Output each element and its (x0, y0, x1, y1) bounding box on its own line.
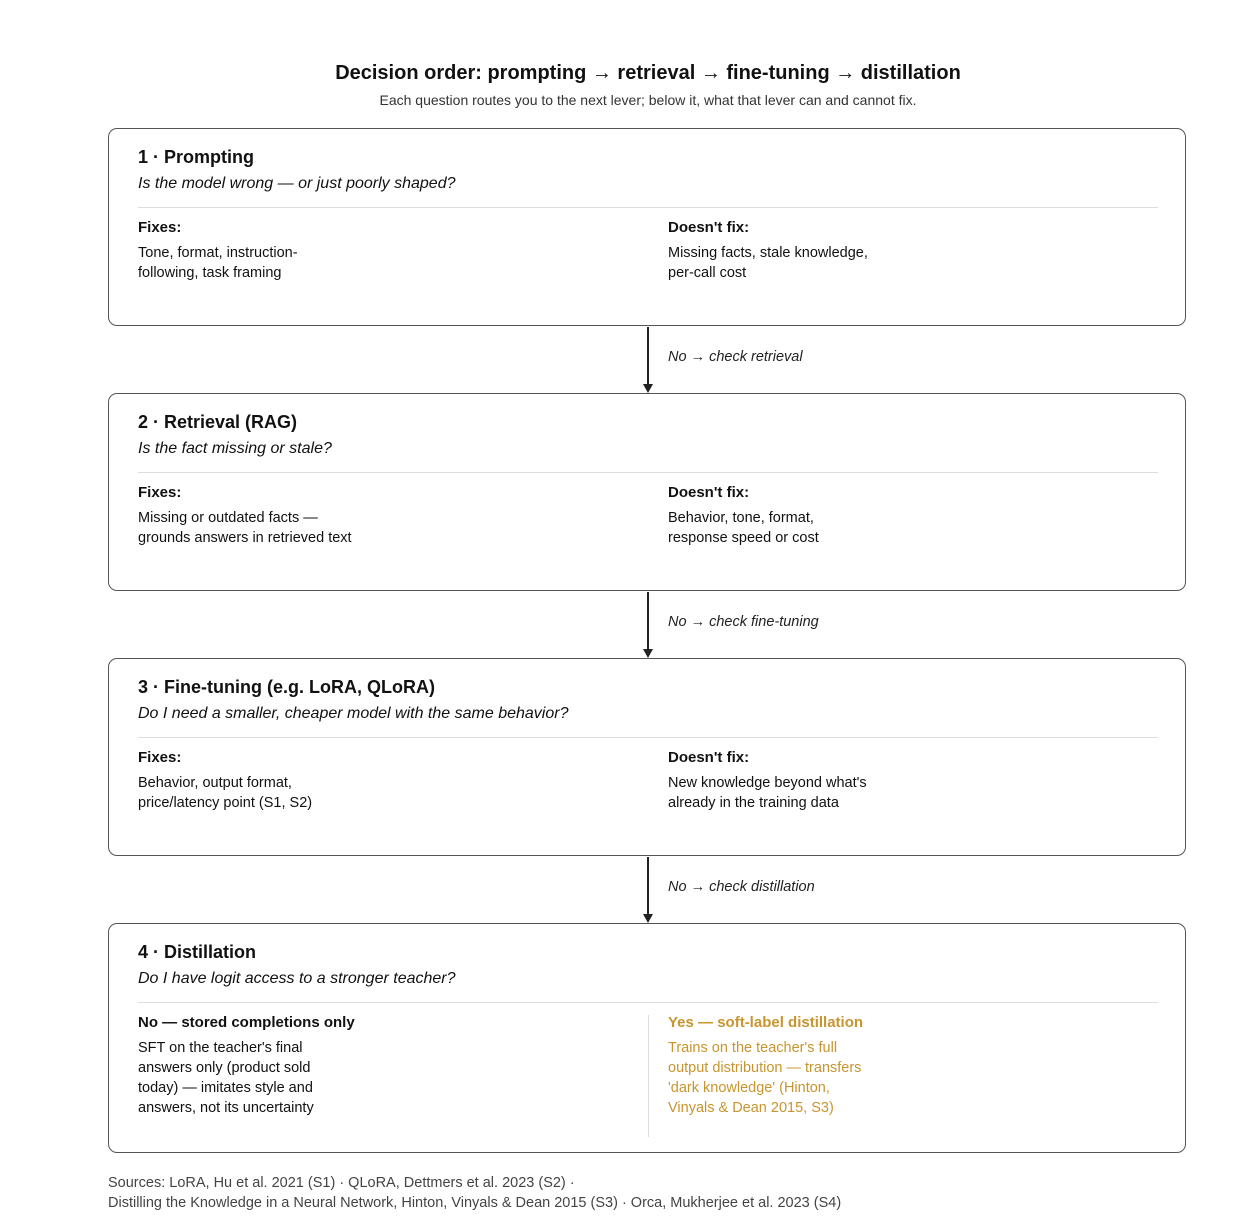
stage-question: Do I have logit access to a stronger teacher? (138, 970, 456, 987)
connector-label: No → check distillation (668, 879, 815, 895)
stored-completions-text: SFT on the teacher's final answers only (product sold today) — imitates style and answers, not its uncertainty (138, 1040, 314, 1116)
column-divider (648, 1015, 649, 1137)
doesnt-fix-column (668, 219, 868, 283)
fixes-column (138, 749, 312, 813)
stage-title: 2 · Retrieval (RAG) (138, 412, 298, 432)
stage-title: 1 · Prompting (138, 147, 254, 167)
stage-title: 3 · Fine-tuning (e.g. LoRA, QLoRA) (138, 677, 435, 697)
doesnt-fix-heading: Doesn't fix: (668, 749, 750, 766)
stored-completions-heading: No — stored completions only (138, 1014, 355, 1031)
soft-label-column (668, 1014, 863, 1118)
doesnt-fix-text: New knowledge beyond what's already in the training data (668, 775, 867, 811)
doesnt-fix-heading: Doesn't fix: (668, 219, 750, 236)
diagram-subtitle: Each question routes you to the next lever; below it, what that lever can and cannot fix. (379, 92, 917, 108)
doesnt-fix-text: Behavior, tone, format, response speed or cost (668, 510, 819, 546)
fixes-heading: Fixes: (138, 219, 182, 236)
doesnt-fix-text: Missing facts, stale knowledge, per-call cost (668, 245, 868, 281)
soft-label-heading: Yes — soft-label distillation (668, 1014, 864, 1031)
stored-completions-column (138, 1014, 355, 1118)
fixes-text: Missing or outdated facts — grounds answers in retrieved text (138, 510, 352, 546)
divider (138, 207, 1158, 208)
fixes-column (138, 484, 352, 548)
stage-question: Is the fact missing or stale? (138, 440, 332, 457)
doesnt-fix-heading: Doesn't fix: (668, 484, 750, 501)
stage-prompting (108, 128, 1186, 326)
stage-fine-tuning (108, 658, 1186, 856)
soft-label-text: Trains on the teacher's full output distribution — transfers 'dark knowledge' (Hinton, Vinyals & Dean 2015, S3) (668, 1040, 862, 1116)
connector-line (647, 327, 649, 384)
stage-question: Is the model wrong — or just poorly shaped? (138, 175, 456, 192)
connector-label: No → check fine-tuning (668, 614, 819, 630)
connector-line (647, 857, 649, 914)
divider (138, 1002, 1158, 1003)
fixes-heading: Fixes: (138, 484, 182, 501)
stage-distillation (108, 923, 1186, 1153)
stage-retrieval (108, 393, 1186, 591)
connector-label: No → check retrieval (668, 349, 803, 365)
diagram-title: Decision order: prompting → retrieval → fine-tuning → distillation (335, 62, 961, 84)
stage-question: Do I need a smaller, cheaper model with the same behavior? (138, 705, 569, 722)
arrow-down-icon (643, 914, 653, 923)
fixes-heading: Fixes: (138, 749, 182, 766)
fixes-column (138, 219, 298, 283)
connector-line (647, 592, 649, 649)
arrow-down-icon (643, 384, 653, 393)
doesnt-fix-column (668, 484, 819, 548)
divider (138, 472, 1158, 473)
fixes-text: Tone, format, instruction- following, task framing (138, 245, 298, 281)
divider (138, 737, 1158, 738)
doesnt-fix-column (668, 749, 867, 813)
arrow-down-icon (643, 649, 653, 658)
fixes-text: Behavior, output format, price/latency point (S1, S2) (138, 775, 313, 811)
sources-footnote: Sources: LoRA, Hu et al. 2021 (S1) · QLoRA, Dettmers et al. 2023 (S2) · Distilling the Knowledge in a Neural Network, Hinton, Vinyals & Dean 2015 (S3) · Orca, Mukherjee et al. 2023 (S4) (108, 1175, 842, 1211)
stage-title: 4 · Distillation (138, 942, 257, 962)
